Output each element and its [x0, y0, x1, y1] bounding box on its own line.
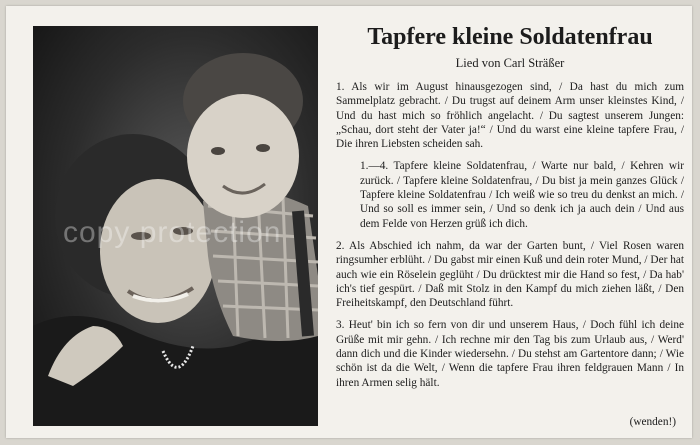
- verse-2: 2. Als Abschied ich nahm, da war der Garten bunt, / Viel Rosen waren ringsumher erblüht. / Du gabst mir einen Kuß und dein roter Mund, / Der hat auch wie ein Röselein geglüht / Du drücktest mir die Hand so fest, / Da hab' ich's tief gespürt. / Daß mit Stolz in den Kampf du mich ziehen läßt, / Den Freiheitskampf, den Deutschland führt.: [336, 239, 684, 310]
- turn-over-note: (wenden!): [629, 416, 676, 428]
- lyrics-column: [336, 22, 684, 398]
- watermark-text: copy protection: [63, 216, 282, 249]
- photo-mother-and-child: [33, 26, 318, 426]
- postcard: [6, 6, 692, 438]
- verse-3: 3. Heut' bin ich so fern von dir und unserem Haus, / Doch fühl ich deine Grüße mit mir gehn. / Ich rechne mir den Tag bis zum Urlaub aus, / Werd' dann dich und die Kinder wiedersehn. / Du stehst am Gartentore dann; / Wie schön ist da die Welt, / Wenn die tapfere Frau ihren feldgrauen Mann / In ihren Armen selig hält.: [336, 319, 684, 389]
- song-author: Lied von Carl Sträßer: [455, 56, 565, 70]
- verse-1: 1. Als wir im August hinausgezogen sind, / Da hast du mich zum Sammelplatz gebracht. / Du trugst auf deinem Arm unser kleinstes Kind, / Und du hast mich so fröhlich angelacht. / Du sagtest unserem Jungen: „Schau, dort steht der Vater ja!“ / Und du warst eine kleine tapfere Frau, / Die ihren Liebsten scheiden sah.: [336, 81, 684, 151]
- chorus: 1.—4. Tapfere kleine Soldatenfrau, / Warte nur bald, / Kehren wir zurück. / Tapfere kleine Soldatenfrau, / Du bist ja mein ganzes Glück / Tapfere kleine Soldatenfrau / Ich weiß wie so treu du denkst an mich. / Und so soll es immer sein, / Und so denk ich ja auch dein / Und aus dem Felde von Herzen grüß ich dich.: [360, 160, 684, 230]
- song-title: Tapfere kleine Soldatenfrau: [367, 24, 653, 50]
